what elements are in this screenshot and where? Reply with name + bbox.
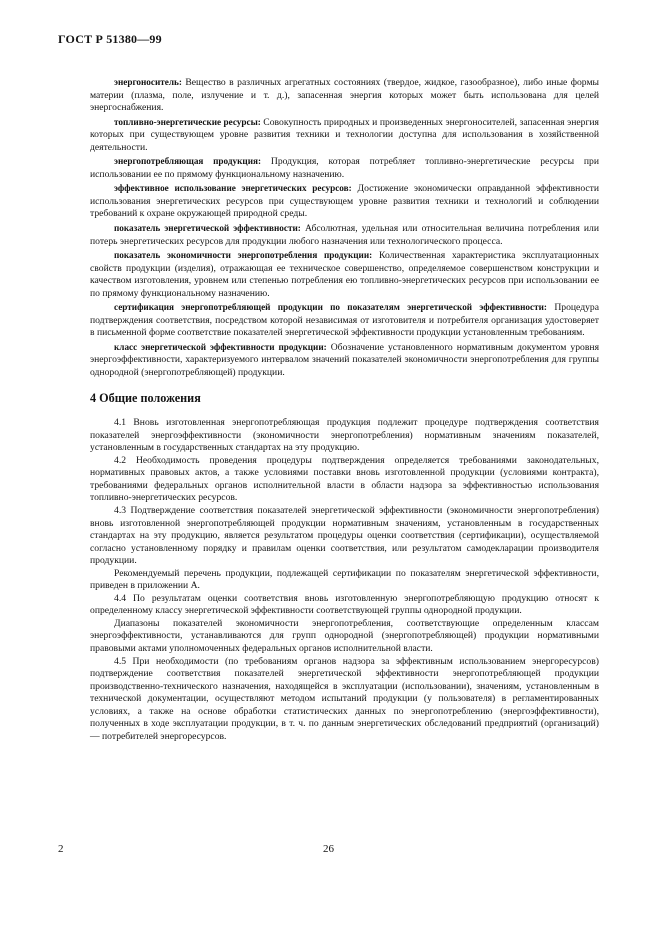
- section-paragraph: 4.3 Подтверждение соответствия показателей энергетической эффективности (экономичности энергопотребления) вновь изготовленной энергопотребляющей продукции нормативным значениям, установленным в государственных стандартах на эту продукцию, является результатом процедуры оценки соответствия (сертификации), осуществляемой согласно установленному порядку и правилам оценки соответствия, или результатом самодекларации производителя продукции.: [90, 504, 599, 567]
- definition: [90, 249, 599, 300]
- definition: [90, 341, 599, 380]
- definition-text: Обозначение установленного нормативным документом уровня энергоэффективности, характеризуемого интервалом значений показателей экономичности энергопотребления для группы однородной (энергопотребляющей) продукции.: [90, 341, 599, 379]
- page-number-local: 2: [58, 843, 64, 855]
- section-paragraph: Диапазоны показателей экономичности энергопотребления, соответствующие определенным классам энергоэффективности, устанавливаются для групп однородной (энергопотребляющей) продукции нормативными правовыми актами уполномоченных федеральных органов исполнительной власти.: [90, 617, 599, 654]
- section-paragraph: 4.2 Необходимость проведения процедуры подтверждения определяется требованиями законодательных, нормативных правовых актов, а также условиями поставки вновь изготовленной продукции (условиями контракта), требованиями федеральных органов исполнительной власти в области надзора за эффективностью использования топливно-энергетических ресурсов.: [90, 454, 599, 504]
- definition-term: топливно-энергетические ресурсы:: [114, 116, 261, 127]
- definition: [90, 116, 599, 155]
- section-paragraph: Рекомендуемый перечень продукции, подлежащей сертификации по показателям энергетической эффективности, приведен в приложении А.: [90, 567, 599, 592]
- definition-text: Вещество в различных агрегатных состояниях (твердое, жидкое, газообразное), либо иные формы материи (плазма, поле, излучение и т. д.), запасенная энергия которых может быть использована для целей энергоснабжения.: [90, 77, 600, 114]
- section-paragraph: 4.5 При необходимости (по требованиям органов надзора за эффективным использованием энергоресурсов) подтверждение соответствия показателей энергетической эффективности энергопотребляющей продукции производственно-технического назначения, находящейся в эксплуатации (использовании), значениям, установленным в технической документации, осуществляют методом испытаний продукции (у пользователя) в регламентированных условиях, а также на основе обработки статистических данных по энергопотреблению (энергоэффективности), полученных в ходе эксплуатации продукции, в т. ч. по данным энергетических обследований предприятий (организаций) — потребителей энергоресурсов.: [90, 655, 599, 742]
- definition-term: показатель энергетической эффективности:: [114, 223, 301, 234]
- definition-term: энергоноситель:: [114, 77, 182, 87]
- document-body: [90, 76, 599, 743]
- definition-term: энергопотребляющая продукция:: [114, 156, 262, 167]
- section-paragraph: 4.4 По результатам оценки соответствия вновь изготовленную энергопотребляющую продукцию относят к определенному классу энергетической эффективности соответствующей группы однородной продукции.: [90, 592, 599, 617]
- definition-text: Совокупность природных и произведенных энергоносителей, запасенная энергия которых при существующем уровне развития техники и технологии доступна для использования в хозяйственной деятельности.: [90, 116, 599, 153]
- definition-text: Достижение экономически оправданной эффективности использования энергетических ресурсов при существующем уровне развития техники и технологий и соблюдении требований к охране окружающей природной среды.: [90, 183, 599, 220]
- definition-term: класс энергетической эффективности продукции:: [114, 341, 327, 352]
- page-number: 26: [323, 843, 334, 855]
- definition: [90, 76, 599, 115]
- section-paragraph: 4.1 Вновь изготовленная энергопотребляющая продукция подлежит процедуре подтверждения соответствия показателей энергоэффективности (экономичности энергопотребления) нормативным значениям показателей, установленным в государственных стандартах на эту продукцию.: [90, 417, 599, 454]
- definition: [90, 301, 599, 340]
- definition: [90, 182, 599, 221]
- definition-text: Количественная характеристика эксплуатационных свойств продукции (изделия), отражающая ее техническое совершенство, определяемое совершенством конструкции и качеством изготовления, уровнем или степенью потребления ею топливно-энергетических ресурсов при использовании ее по прямому функциональному назначению.: [90, 250, 600, 299]
- definition: [90, 222, 599, 248]
- definition-term: сертификация энергопотребляющей продукции по показателям энергетической эффективности:: [114, 302, 547, 313]
- definition-text: Продукция, которая потребляет топливно-энергетические ресурсы при использовании ее по прямому функциональному назначению.: [90, 156, 599, 180]
- definition: [90, 155, 599, 181]
- section-heading: 4 Общие положения: [90, 390, 201, 405]
- definition-text: Процедура подтверждения соответствия, посредством которой независимая от изготовителя и потребителя организация удостоверяет в письменной форме соответствие показателей энергетической эффективности продукции установленным требованиям.: [90, 302, 599, 339]
- document-header: ГОСТ Р 51380—99: [58, 32, 162, 46]
- definition-term: эффективное использование энергетических ресурсов:: [114, 183, 352, 194]
- definition-text: Абсолютная, удельная или относительная величина потребления или потерь энергетических ресурсов для продукции любого назначения или технологического процесса.: [90, 223, 599, 247]
- definition-term: показатель экономичности энергопотребления продукции:: [114, 250, 373, 261]
